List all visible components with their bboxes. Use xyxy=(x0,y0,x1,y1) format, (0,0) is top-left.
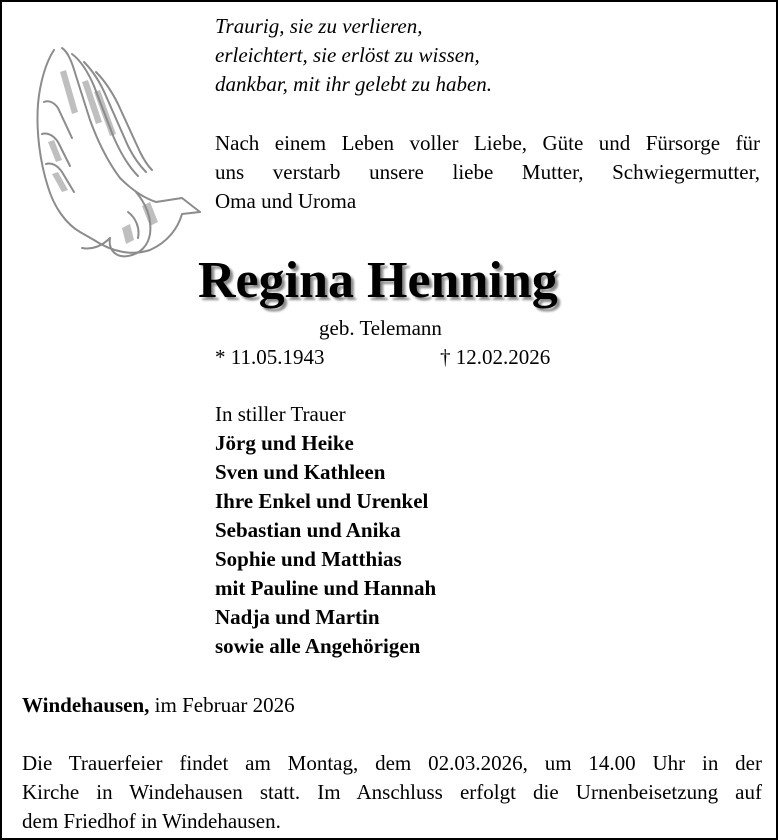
list-item: Jörg und Heike xyxy=(215,431,354,455)
intro-line: uns verstarb unsere liebe Mutter, Schwiegermutter, xyxy=(215,160,760,184)
place-town: Windehausen, xyxy=(22,693,150,717)
list-item: Sebastian und Anika xyxy=(215,518,401,542)
list-item: mit Pauline und Hannah xyxy=(215,576,437,600)
list-item: Sven und Kathleen xyxy=(215,460,386,484)
service-info xyxy=(22,749,762,836)
mourners-list xyxy=(215,429,436,661)
mourning-intro: In stiller Trauer xyxy=(215,402,346,426)
birth-date: * 11.05.1943 xyxy=(215,345,325,369)
intro-text xyxy=(215,129,760,216)
intro-line: Nach einem Leben voller Liebe, Güte und Fürsorge für xyxy=(215,131,760,155)
service-line: dem Friedhof in Windehausen. xyxy=(22,809,281,833)
service-line: Die Trauerfeier findet am Montag, dem 02.03.2026, um 14.00 Uhr in der xyxy=(22,751,762,775)
deceased-name: Regina Henning xyxy=(198,252,558,309)
list-item: Ihre Enkel und Urenkel xyxy=(215,489,429,513)
poem-line: erleichtert, sie erlöst zu wissen, xyxy=(215,43,480,67)
maiden-name: geb. Telemann xyxy=(319,316,442,340)
place-month: im Februar 2026 xyxy=(154,693,295,717)
list-item: sowie alle Angehörigen xyxy=(215,634,421,658)
intro-line: Oma und Uroma xyxy=(215,189,357,213)
praying-hands-icon xyxy=(32,42,207,272)
list-item: Sophie und Matthias xyxy=(215,547,402,571)
service-line: Kirche in Windehausen statt. Im Anschluss erfolgt die Urnenbeisetzung auf xyxy=(22,780,762,804)
death-date: † 12.02.2026 xyxy=(440,345,551,369)
list-item: Nadja und Martin xyxy=(215,605,380,629)
poem xyxy=(215,12,492,99)
poem-line: dankbar, mit ihr gelebt zu haben. xyxy=(215,72,493,96)
place-date xyxy=(22,691,295,720)
poem-line: Traurig, sie zu verlieren, xyxy=(215,14,423,38)
